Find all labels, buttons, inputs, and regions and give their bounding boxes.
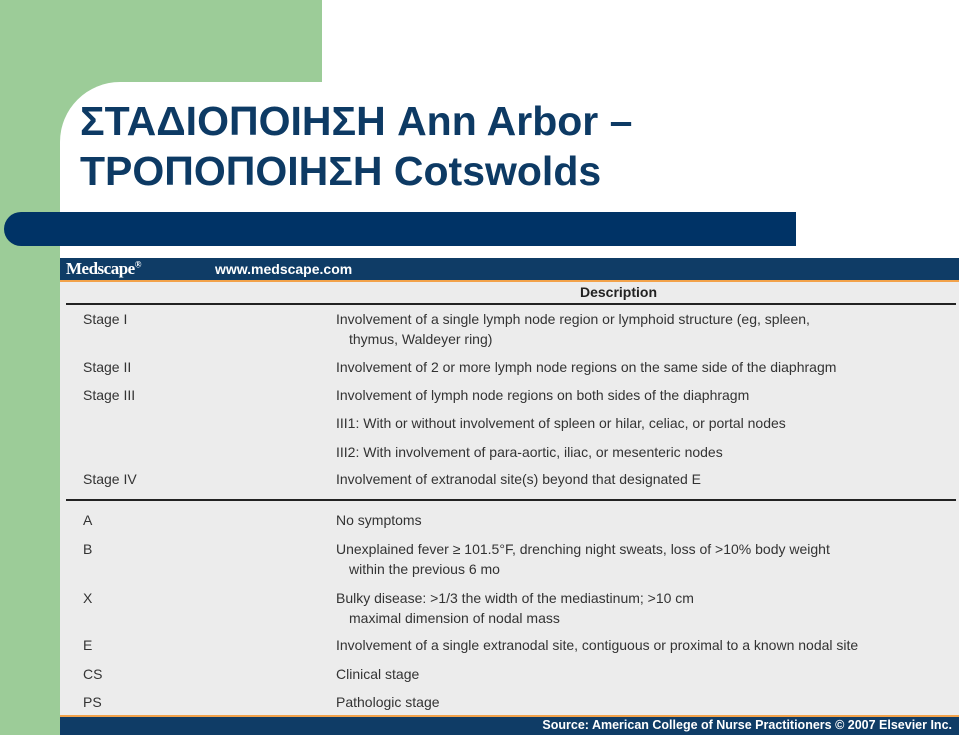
row-label: Stage II: [83, 359, 132, 375]
row-description: Involvement of 2 or more lymph node regions on the same side of the diaphragm: [336, 359, 837, 375]
row-description: Clinical stage: [336, 666, 420, 682]
row-description-line-2: within the previous 6 mo: [349, 561, 500, 577]
row-description-line-1: Unexplained fever ≥ 101.5°F, drenching night sweats, loss of >10% body weight: [336, 541, 830, 557]
row-description: Pathologic stage: [336, 694, 440, 710]
row-label: Stage IV: [83, 471, 137, 487]
source-footer: [60, 717, 959, 735]
row-description: [336, 309, 948, 349]
source-credit: Source: American College of Nurse Practitioners © 2007 Elsevier Inc.: [542, 718, 952, 732]
medscape-url: www.medscape.com: [215, 261, 353, 277]
row-label: Stage III: [83, 387, 136, 403]
medscape-logo: [66, 259, 141, 279]
row-label: Stage I: [83, 311, 128, 327]
row-label: B: [83, 541, 93, 557]
row-label: E: [83, 637, 93, 653]
title-divider-bar: [4, 212, 796, 246]
row-label: A: [83, 512, 93, 528]
top-orange-rule: [60, 280, 959, 282]
row-description-line-1: Involvement of a single lymph node region or lymphoid structure (eg, spleen,: [336, 311, 810, 327]
row-label: X: [83, 590, 93, 606]
slide-title-line-1: ΣΤΑΔΙΟΠΟΙΗΣΗ Ann Arbor –: [80, 98, 633, 144]
section-rule: [66, 499, 956, 501]
row-description-line-2: thymus, Waldeyer ring): [349, 331, 493, 347]
row-description-line-1: Bulky disease: >1/3 the width of the mediastinum; >10 cm: [336, 590, 694, 606]
registered-mark: ®: [134, 259, 141, 270]
row-description: III2: With involvement of para-aortic, iliac, or mesenteric nodes: [336, 444, 723, 460]
row-description: [336, 539, 948, 579]
medscape-header: [60, 258, 959, 280]
header-rule: [66, 303, 956, 305]
description-column-header: Description: [580, 284, 658, 300]
row-description: No symptoms: [336, 512, 422, 528]
row-description: Involvement of extranodal site(s) beyond that designated E: [336, 471, 701, 487]
row-description: III1: With or without involvement of spleen or hilar, celiac, or portal nodes: [336, 415, 786, 431]
slide-title-line-2: ΤΡΟΠΟΠΟΙΗΣΗ Cotswolds: [80, 148, 602, 194]
row-description-line-2: maximal dimension of nodal mass: [349, 610, 560, 626]
row-description: Involvement of lymph node regions on both sides of the diaphragm: [336, 387, 750, 403]
row-label: CS: [83, 666, 103, 682]
row-description: [336, 588, 948, 628]
medscape-logo-text: Medscape: [66, 259, 135, 278]
row-description: Involvement of a single extranodal site, contiguous or proximal to a known nodal site: [336, 637, 859, 653]
staging-table-image: [60, 258, 959, 735]
slide-title: [80, 96, 632, 196]
row-label: PS: [83, 694, 102, 710]
